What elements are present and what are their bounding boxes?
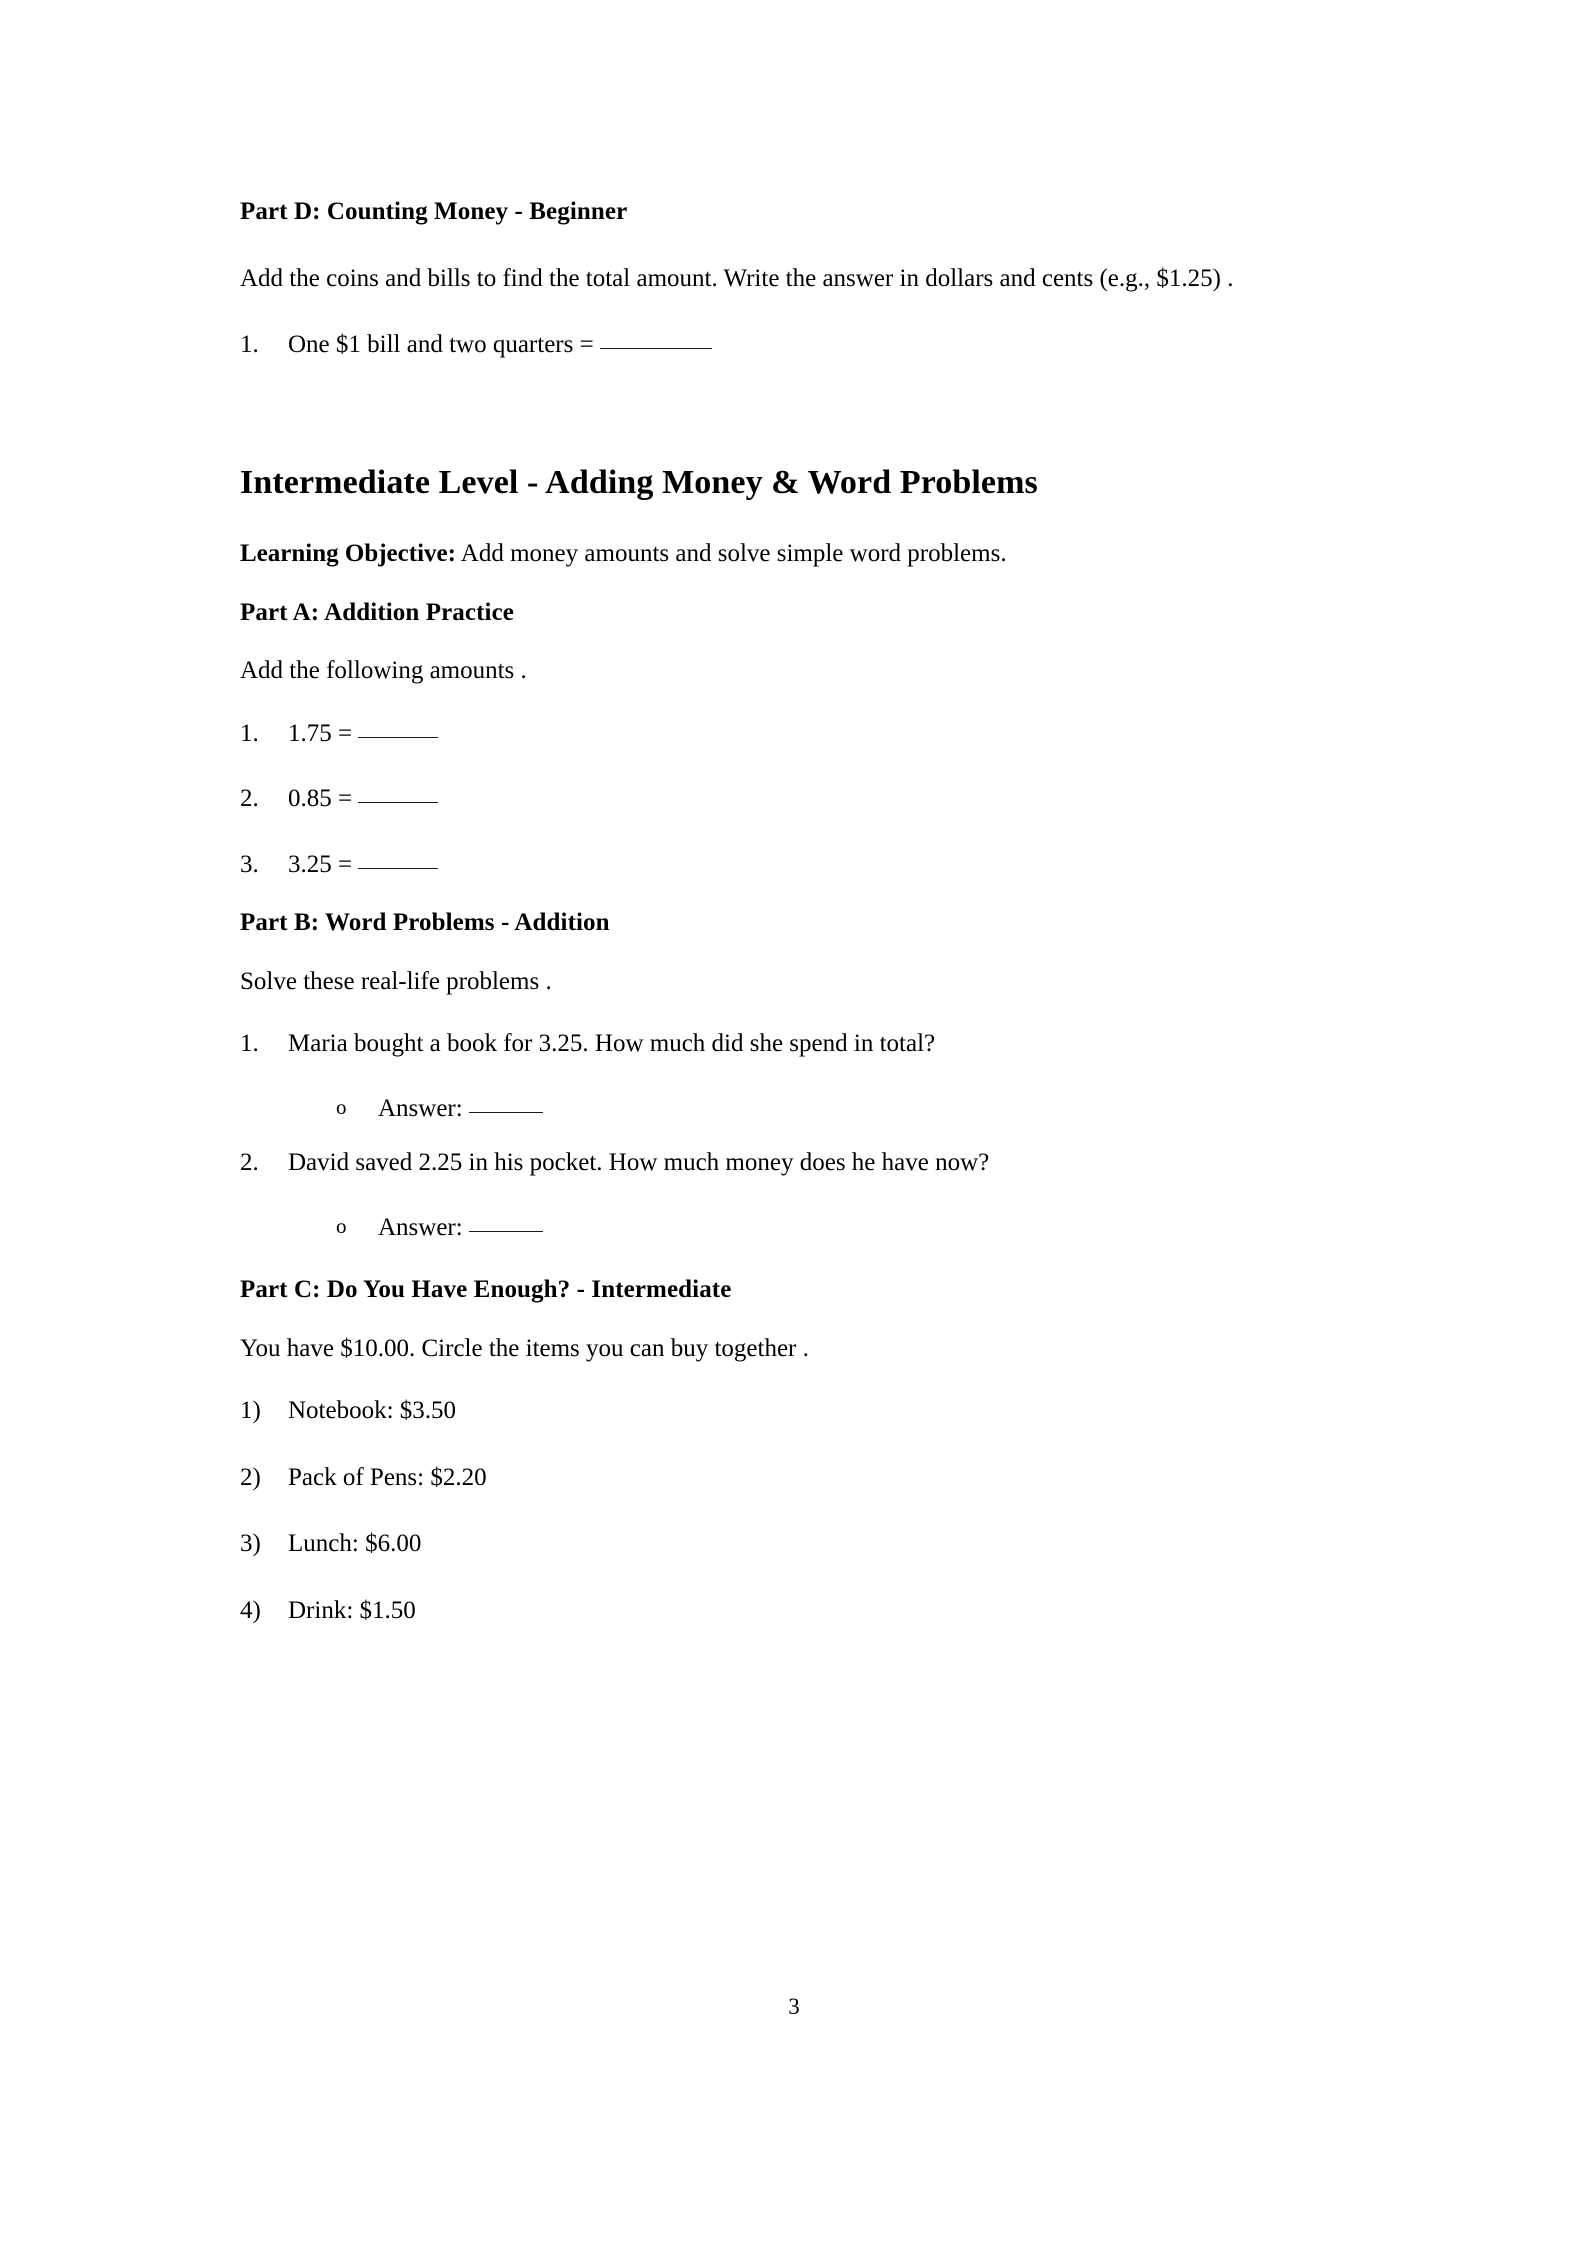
page-number: 3 [788,1994,800,2019]
spacer [240,1129,1330,1143]
part-c-instructions: You have $10.00. Circle the items you can buy together . [240,1334,809,1362]
answer-label: Answer: [378,1094,463,1122]
page-content [240,196,1330,1631]
sub-list-item [240,1208,1330,1249]
list-item [240,845,1330,886]
list-marker: 2) [240,1463,261,1491]
list-marker: 2. [240,1149,259,1176]
list-text: Maria bought a book for 3.25. How much did she spend in total? [288,1030,936,1057]
sub-list-item [240,1089,1330,1130]
list-text: David saved 2.25 in his pocket. How much money does he have now? [288,1149,990,1176]
answer-blank[interactable] [358,802,438,803]
list-marker: 1. [240,719,259,747]
list-text: Pack of Pens: $2.20 [288,1463,487,1491]
list-text: 0.85 = [288,785,353,812]
part-c-heading: Part C: Do You Have Enough? - Intermediate [240,1276,732,1303]
spacer [240,885,1330,907]
list-marker: 1. [240,1030,259,1057]
list-text: Lunch: $6.00 [288,1530,422,1557]
spacer [240,1002,1330,1024]
answer-label: Answer: [378,1213,463,1241]
spacer [240,940,1330,962]
spacer [240,504,1330,534]
spacer [240,692,1330,714]
part-b-list-2 [240,1143,1330,1184]
list-marker: 3. [240,850,259,878]
list-text: 1.75 = [288,719,353,747]
part-a-list [240,714,1330,886]
list-text: Drink: $1.50 [288,1596,416,1624]
learning-objective-text: Add money amounts and solve simple word problems. [455,540,1007,567]
part-b-instructions: Solve these real-life problems . [240,967,552,995]
list-marker: 3) [240,1530,261,1557]
spacer [240,629,1330,651]
answer-blank[interactable] [469,1112,543,1113]
circle-bullet-icon: o [336,1213,347,1238]
part-b-answer-sublist-2 [240,1208,1330,1249]
spacer [240,575,1330,597]
part-d-instructions: Add the coins and bills to find the total amount. Write the answer in dollars and cents (e.g., $1.25) . [240,264,1234,292]
answer-blank[interactable] [469,1231,543,1232]
list-item[interactable] [240,1524,1330,1565]
answer-blank[interactable] [358,737,438,738]
spacer [240,1248,1330,1274]
list-item[interactable] [240,1458,1330,1499]
list-text: Notebook: $3.50 [288,1397,457,1424]
spacer [240,1369,1330,1391]
answer-blank[interactable] [358,868,438,869]
intermediate-level-title: Intermediate Level - Adding Money & Word Problems [240,463,1038,501]
list-item[interactable] [240,1391,1330,1432]
list-text: 3.25 = [288,850,353,878]
list-text: One $1 bill and two quarters = [288,331,594,358]
list-marker: 2. [240,785,259,812]
list-item [240,779,1330,820]
spacer [240,1307,1330,1329]
list-item [240,1024,1330,1065]
part-a-instructions: Add the following amounts . [240,657,527,684]
part-d-list [240,325,1330,366]
part-c-list [240,1391,1330,1631]
list-marker: 4) [240,1596,261,1624]
list-item [240,714,1330,755]
spacer [240,299,1330,325]
list-marker: 1. [240,331,259,358]
part-b-answer-sublist [240,1089,1330,1130]
list-item [240,1143,1330,1184]
part-a-heading: Part A: Addition Practice [240,598,514,626]
spacer [240,366,1330,462]
answer-blank[interactable] [600,348,712,349]
part-d-heading: Part D: Counting Money - Beginner [240,198,628,225]
part-b-heading: Part B: Word Problems - Addition [240,909,610,936]
list-item[interactable] [240,1591,1330,1632]
list-item [240,325,1330,366]
list-marker: 1) [240,1397,261,1424]
spacer [240,229,1330,259]
part-b-list [240,1024,1330,1065]
circle-bullet-icon: o [336,1094,347,1119]
learning-objective [240,534,1330,575]
learning-objective-label: Learning Objective: [240,540,456,567]
